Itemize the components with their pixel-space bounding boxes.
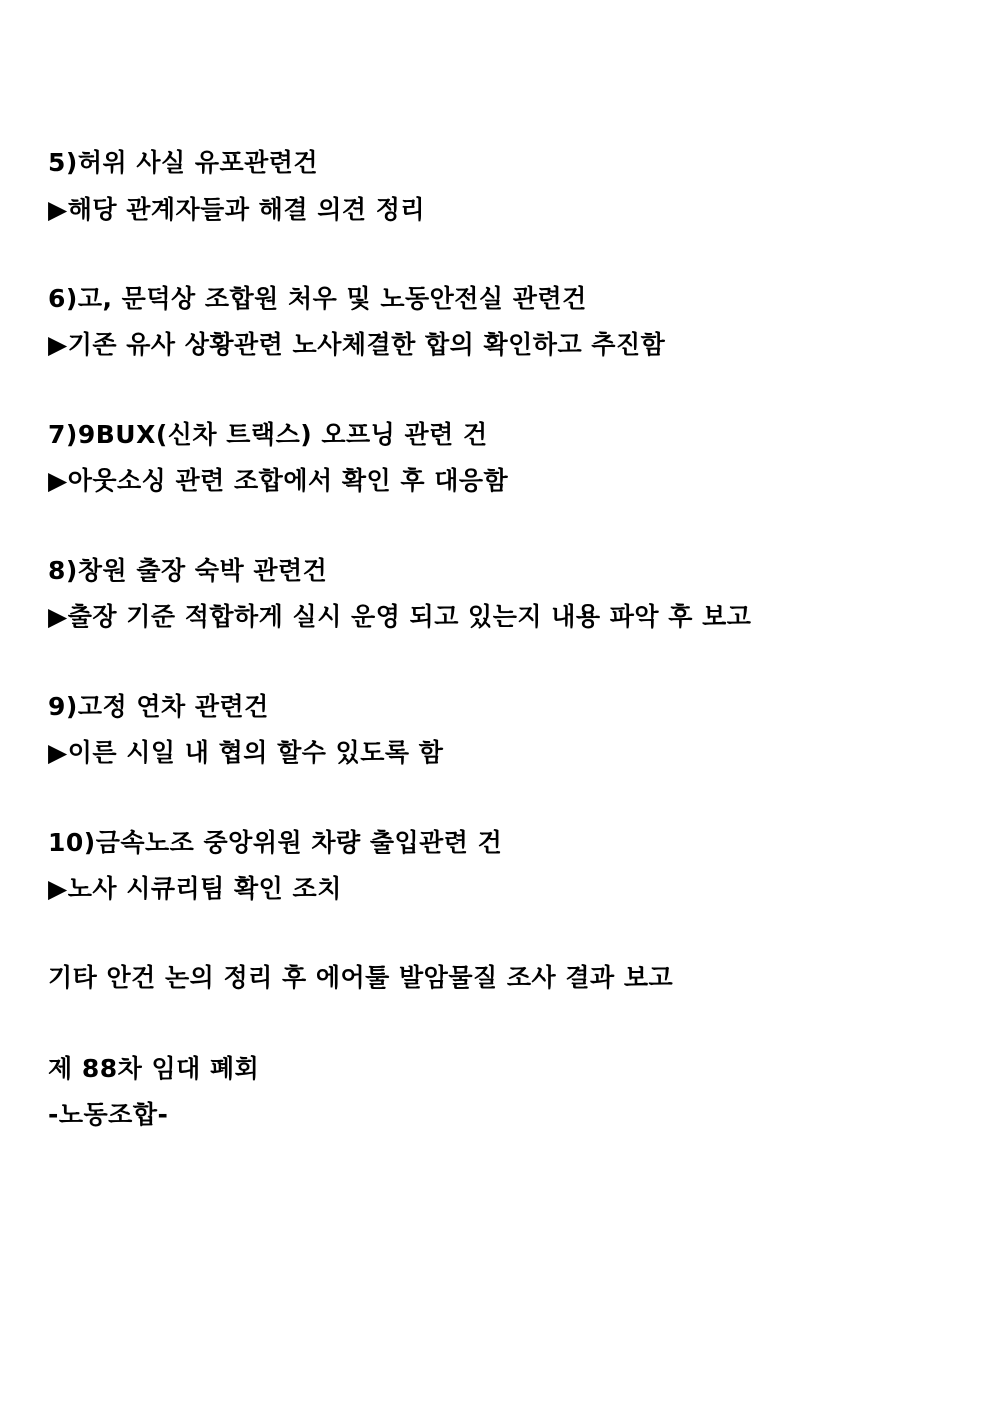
- item-7-action: ▶아웃소싱 관련 조합에서 확인 후 대응함: [48, 466, 509, 495]
- item-10-action: ▶노사 시큐리팀 확인 조치: [48, 874, 342, 903]
- item-8-heading: 8)창원 출장 숙박 관련건: [48, 556, 328, 585]
- item-5-action: ▶해당 관계자들과 해결 의견 정리: [48, 195, 425, 224]
- item-9-heading: 9)고정 연차 관련건: [48, 692, 269, 721]
- item-10-heading: 10)금속노조 중앙위원 차량 출입관련 건: [48, 828, 503, 857]
- item-7-heading: 7)9BUX(신차 트랙스) 오프닝 관련 건: [48, 420, 488, 449]
- closing-statement: 제 88차 임대 폐회: [48, 1054, 260, 1083]
- item-6-action: ▶기존 유사 상황관련 노사체결한 합의 확인하고 추진함: [48, 330, 666, 359]
- item-9-action: ▶이른 시일 내 협의 할수 있도록 함: [48, 738, 444, 767]
- item-6-heading: 6)고, 문덕상 조합원 처우 및 노동안전실 관련건: [48, 284, 587, 313]
- item-5-heading: 5)허위 사실 유포관련건: [48, 148, 319, 177]
- other-note: 기타 안건 논의 정리 후 에어툴 발암물질 조사 결과 보고: [48, 963, 674, 992]
- signature: -노동조합-: [48, 1100, 169, 1129]
- item-8-action: ▶출장 기준 적합하게 실시 운영 되고 있는지 내용 파악 후 보고: [48, 602, 752, 631]
